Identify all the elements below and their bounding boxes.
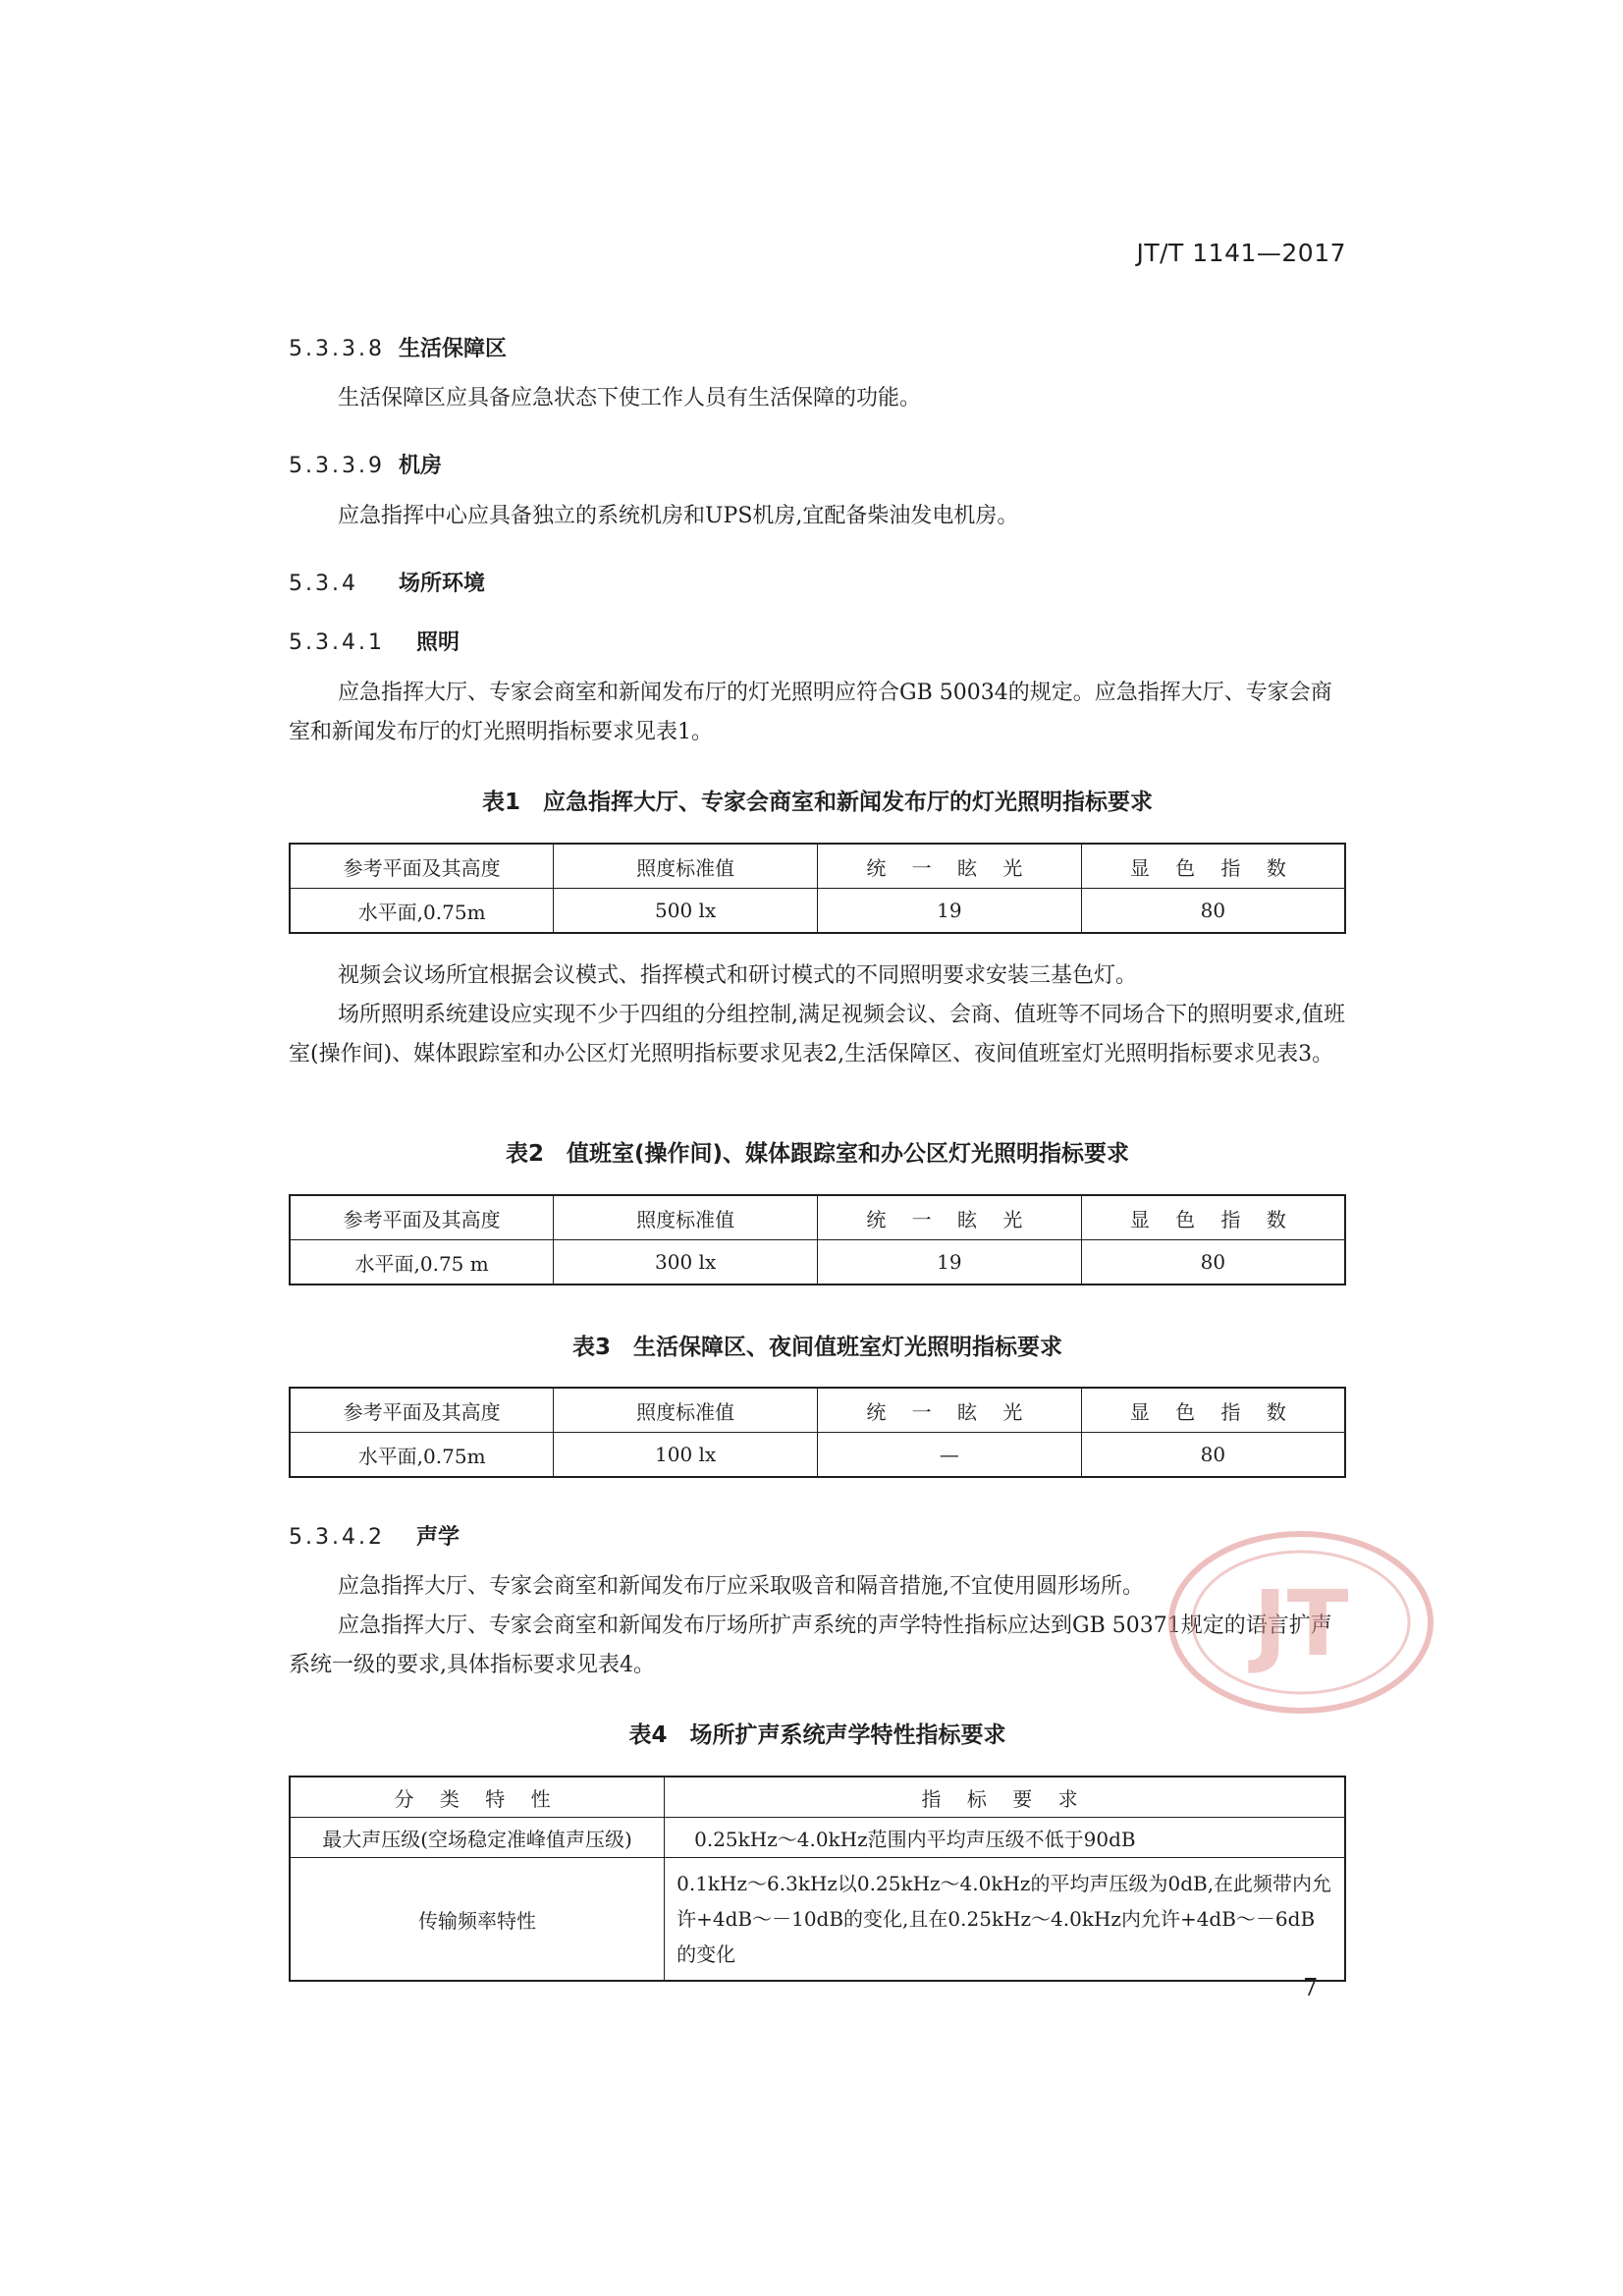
section-title: 生活保障区 — [399, 337, 508, 361]
table3 — [289, 1387, 1346, 1478]
document-code: JT/T 1141—2017 — [1136, 239, 1346, 267]
paragraph: 生活保障区应具备应急状态下使工作人员有生活保障的功能。 — [338, 386, 922, 410]
table-cell: 80 — [1081, 889, 1345, 934]
table-header-cell: 照度标准值 — [554, 1388, 818, 1433]
section-heading-5338 — [289, 332, 507, 362]
section-heading-5341 — [289, 626, 460, 656]
table-row — [290, 1433, 1345, 1478]
table1 — [289, 843, 1346, 934]
table-header-cell: 统 一 眩 光 — [818, 1195, 1082, 1240]
table-cell: 19 — [818, 889, 1082, 934]
section-heading-5339 — [289, 449, 442, 479]
table-header-row — [290, 1195, 1345, 1240]
section-title: 机房 — [399, 454, 443, 478]
table-cell: 0.25kHz～4.0kHz范围内平均声压级不低于90dB — [665, 1818, 1345, 1858]
table-header-cell: 照度标准值 — [554, 844, 818, 889]
table2 — [289, 1194, 1346, 1285]
page-number: 7 — [1303, 1974, 1319, 2001]
table-header-row — [290, 1388, 1345, 1433]
table-header-cell: 参考平面及其高度 — [290, 1195, 554, 1240]
table-cell: 80 — [1081, 1240, 1345, 1285]
jt-watermark-stamp — [1163, 1527, 1438, 1719]
table-cell: 最大声压级(空场稳定准峰值声压级) — [290, 1818, 665, 1858]
table-cell: 19 — [818, 1240, 1082, 1285]
table-header-cell: 参考平面及其高度 — [290, 1388, 554, 1433]
paragraph: 应急指挥大厅、专家会商室和新闻发布厅应采取吸音和隔音措施,不宜使用圆形场所。 — [338, 1574, 1144, 1599]
table-header-cell: 照度标准值 — [554, 1195, 818, 1240]
table-header-cell: 统 一 眩 光 — [818, 1388, 1082, 1433]
table-cell: 80 — [1081, 1433, 1345, 1478]
table3-caption: 表3 生活保障区、夜间值班室灯光照明指标要求 — [571, 1335, 1062, 1360]
table-header-cell: 参考平面及其高度 — [290, 844, 554, 889]
section-number: 5.3.4.1 — [289, 630, 385, 655]
paragraph: 应急指挥大厅、专家会商室和新闻发布厅的灯光照明应符合GB 50034的规定。应急指挥大厅、专家会商室和新闻发布厅的灯光照明指标要求见表1。 — [289, 681, 1332, 744]
section-number: 5.3.3.8 — [289, 337, 385, 361]
table-cell: 0.1kHz～6.3kHz以0.25kHz～4.0kHz的平均声压级为0dB,在此频带内允许+4dB～－10dB的变化,且在0.25kHz～4.0kHz内允许+4dB～－6dB的变化 — [665, 1858, 1345, 1982]
table-cell: 水平面,0.75 m — [290, 1240, 554, 1285]
section-number: 5.3.4 — [289, 572, 358, 596]
table-row — [290, 889, 1345, 934]
table-row — [290, 1858, 1345, 1982]
table1-caption: 表1 应急指挥大厅、专家会商室和新闻发布厅的灯光照明指标要求 — [481, 790, 1153, 815]
section-number: 5.3.3.9 — [289, 454, 385, 478]
paragraph: 场所照明系统建设应实现不少于四组的分组控制,满足视频会议、会商、值班等不同场合下的照明要求,值班室(操作间)、媒体跟踪室和办公区灯光照明指标要求见表2,生活保障区、夜间值班室灯光照明指标要求见表3。 — [289, 1003, 1345, 1066]
table-header-cell: 统 一 眩 光 — [818, 844, 1082, 889]
section-title: 照明 — [416, 630, 460, 655]
table-cell: 传输频率特性 — [290, 1858, 665, 1982]
table-header-cell: 显 色 指 数 — [1081, 1388, 1345, 1433]
table-header-cell: 显 色 指 数 — [1081, 1195, 1345, 1240]
section-title: 声学 — [416, 1525, 460, 1550]
paragraph: 应急指挥大厅、专家会商室和新闻发布厅场所扩声系统的声学特性指标应达到GB 50371规定的语言扩声系统一级的要求,具体指标要求见表4。 — [289, 1613, 1332, 1677]
table-row — [290, 1240, 1345, 1285]
table-header-cell: 指 标 要 求 — [665, 1777, 1345, 1818]
section-title: 场所环境 — [399, 572, 486, 596]
section-number: 5.3.4.2 — [289, 1525, 385, 1550]
table4-caption: 表4 场所扩声系统声学特性指标要求 — [628, 1722, 1006, 1748]
table-cell: 500 lx — [554, 889, 818, 934]
table-header-row — [290, 844, 1345, 889]
table-cell: 300 lx — [554, 1240, 818, 1285]
table-header-cell: 显 色 指 数 — [1081, 844, 1345, 889]
table-cell: 水平面,0.75m — [290, 889, 554, 934]
section-heading-534 — [289, 567, 485, 597]
table2-caption: 表2 值班室(操作间)、媒体跟踪室和办公区灯光照明指标要求 — [505, 1141, 1130, 1167]
table-header-row — [290, 1777, 1345, 1818]
table4 — [289, 1776, 1346, 1982]
table-cell: — — [818, 1433, 1082, 1478]
paragraph: 应急指挥中心应具备独立的系统机房和UPS机房,宜配备柴油发电机房。 — [338, 504, 1019, 528]
table-cell: 水平面,0.75m — [290, 1433, 554, 1478]
section-heading-5342 — [289, 1520, 460, 1551]
table-cell: 100 lx — [554, 1433, 818, 1478]
table-row — [290, 1818, 1345, 1858]
table-header-cell: 分 类 特 性 — [290, 1777, 665, 1818]
paragraph: 视频会议场所宜根据会议模式、指挥模式和研讨模式的不同照明要求安装三基色灯。 — [338, 963, 1138, 988]
stamp-text: JT — [1253, 1571, 1349, 1676]
